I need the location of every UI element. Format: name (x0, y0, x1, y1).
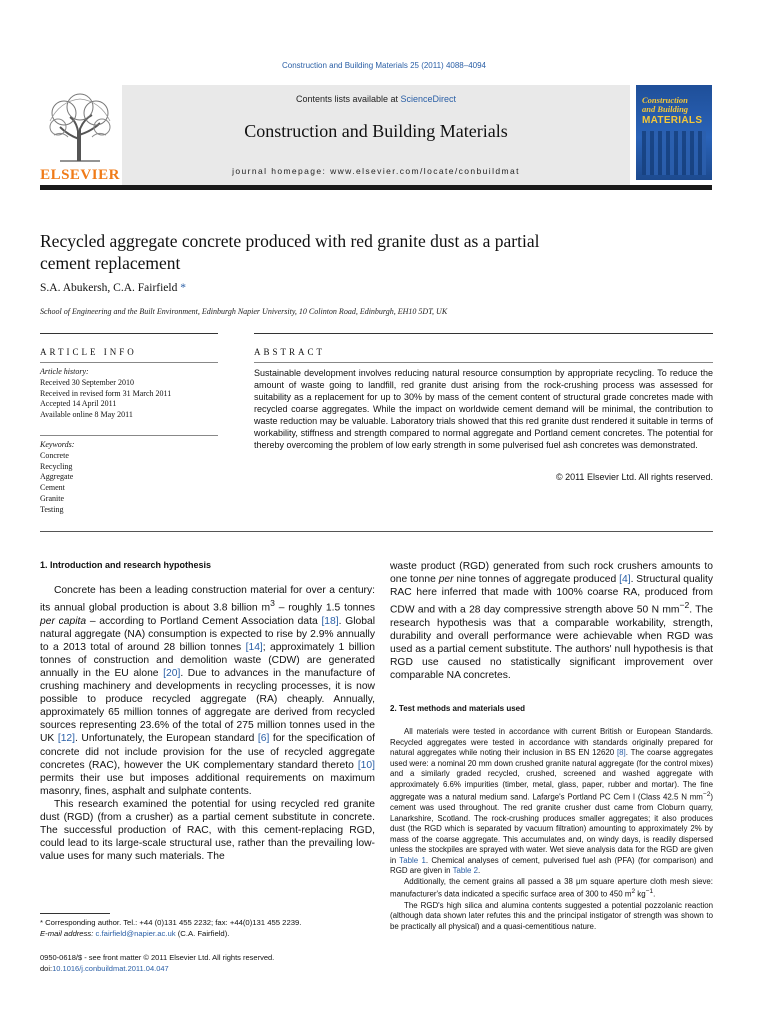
table-link[interactable]: Table 1 (399, 855, 426, 865)
history-item: Accepted 14 April 2011 (40, 399, 117, 409)
keyword: Testing (40, 504, 64, 514)
citation-link[interactable]: [18] (321, 615, 339, 627)
cover-graphic (642, 131, 706, 175)
paragraph: Additionally, the cement grains all passed a 38 μm square aperture cloth mesh sieve: manufacturer's data indicated a specific surface area of 300 to 450 $m^2$ $kg^{-1}$. (390, 876, 713, 900)
footnote (40, 918, 380, 939)
paragraph: Concrete has been a leading construction material for over a century: its annual global production is about 3.8 billion $m^3$ – roughly 1.5 tonnes per capita – according to Portland Cement Association data [18]. Global natural aggregate (NA) consumption is expected to rise by 2.9% annually to a 2013 total of around 28 billion tonnes [14]; approximately 1 billion tonnes of construction and demolition waste (CDW) are generated annually in the EU alone [20]. Due to advances in the manufacture of crushing machinery and developments in recycling processes, it is now possible to produce recycled aggregate (RA) cheaply. Annually, approximately 65 million tonnes of aggregate are derived from recycled sources representing 23.6% of the total of 275 million tonnes used in the UK [12]. Unfortunately, the European standard [6] for the specification of concrete did not include provision for the use of recycled aggregate concretes (RAC), however the UK complementary standard thereto [10] permits their use but imposes additional requirements on maximum masonry, fines, asphalt and sulphate contents. (40, 585, 376, 797)
table-link[interactable]: Table 2 (452, 866, 479, 876)
keyword: Cement (40, 483, 65, 493)
author-names: S.A. Abukersh, C.A. Fairfield (40, 282, 181, 294)
email-link[interactable]: c.fairfield@napier.ac.uk (95, 928, 176, 938)
sciencedirect-link[interactable]: ScienceDirect (400, 94, 457, 104)
abstract-label: ABSTRACT (254, 347, 326, 357)
elsevier-tree-icon (40, 91, 120, 165)
history-item: Received 30 September 2010 (40, 377, 134, 387)
article-title-line: Recycled aggregate concrete produced with red granite dust as a partial (40, 231, 540, 251)
citation-link[interactable]: [12] (57, 733, 76, 745)
journal-header (40, 85, 712, 190)
elsevier-logo (40, 91, 120, 183)
divider (40, 435, 218, 436)
paragraph: This research examined the potential for using recycled red granite dust (RGD) (from a crusher) as a partial cement substitute in concrete. The successful production of RAC, with this cement-replacing RGD, could lead to its large-scale structural use, rather than the prevailing low-value uses for many such materials. The (40, 798, 375, 863)
paragraph: waste product (RGD) generated from such rock crushers amounts to one tonne per nine tonnes of aggregate produced [4]. Structural quality RAC here inferred that made with 100% coarse RA, produced from CDW and with a 28 day compressive strength above 50 N $mm^{-2}$. The research hypothesis was that a comparable workability, strength, durability and overall performance were achievable when RGD was used as a partial cement substitute. The authors' null hypothesis is that RGD use caused no statistically significant improvement over comparable NA concretes. (390, 561, 714, 682)
abstract-copyright: © 2011 Elsevier Ltd. All rights reserved. (555, 472, 713, 482)
cover-title-line: and Building (642, 104, 689, 114)
citation-link[interactable]: [20] (163, 667, 181, 679)
elsevier-wordmark: ELSEVIER (40, 167, 120, 183)
affiliation: School of Engineering and the Built Environment, Edinburgh Napier University, 10 Colinton Road, Edinburgh, EH10 5DT, UK (40, 307, 448, 316)
history-item: Available online 8 May 2011 (40, 410, 133, 420)
citation-link[interactable]: [4] (619, 574, 631, 586)
paragraph: The RGD's high silica and alumina contents suggested a potential pozzolanic reaction (although data shown later refutes this and the principal instigator of strength was shown to be practically all physical) and a quasi-cementitious nature. (390, 900, 713, 931)
keyword: Aggregate (40, 472, 74, 482)
keyword: Concrete (40, 450, 69, 460)
divider (40, 333, 218, 334)
article-title-line: cement replacement (40, 253, 181, 273)
email-line: E-mail address: c.fairfield@napier.ac.uk (C.A. Fairfield). (40, 928, 230, 938)
body-column-left (40, 560, 375, 863)
section-heading: 2. Test methods and materials used (390, 704, 526, 714)
divider (40, 531, 713, 532)
cover-title (642, 96, 708, 114)
divider (40, 362, 218, 363)
corresponding-author-note: * Corresponding author. Tel.: +44 (0)131 455 2232; fax: +44(0)131 455 2239. (40, 918, 302, 927)
authors (40, 282, 186, 294)
contents-line (122, 94, 630, 104)
journal-homepage[interactable]: journal homepage: www.elsevier.com/locate/conbuildmat (232, 166, 520, 176)
article-info-label: ARTICLE INFO (40, 347, 137, 357)
abstract-text: Sustainable development involves reducing natural resource consumption by appropriate recycling. To reduce the amount of waste going to landfill, red granite dust arising from the rock-crushing process was assessed for suitability as a replacement for up to 30% by mass of the cement content of structural grade concretes made with recycled coarse aggregates. While the impact on worldwide cement demand will be minimal, the contribution to waste reduction may be valuable. Laboratory trials showed that this red granite dust rendered it suitable in terms of workability, stiffness and strength compared to normal aggregate and Portland cement concretes. The potential for thereby overcoming the problem of low early strength in some pulverised fuel ash concretes was demonstrated. (254, 368, 713, 450)
header-center-panel (122, 85, 630, 185)
footnote-divider (40, 913, 110, 914)
issn-doi (40, 952, 274, 974)
article-title (40, 230, 680, 274)
journal-cover-thumbnail (636, 85, 712, 180)
cover-title-line: Construction (642, 95, 688, 105)
citation-link[interactable]: [10] (357, 759, 375, 771)
contents-prefix: Contents lists available at (295, 94, 401, 104)
divider (254, 333, 713, 334)
journal-title: Construction and Building Materials (244, 121, 508, 141)
keyword: Granite (40, 493, 64, 503)
keyword: Recycling (40, 461, 73, 471)
article-history (40, 367, 218, 421)
doi-link[interactable]: 10.1016/j.conbuildmat.2011.04.047 (52, 964, 169, 973)
section-heading: 1. Introduction and research hypothesis (40, 560, 212, 570)
citation-link[interactable]: [6] (257, 733, 270, 745)
history-label: Article history: (40, 367, 89, 376)
paragraph: All materials were tested in accordance with current British or European Standards. Recycled aggregates were tested in accordance with standards originally prepared for natural aggregates while noting their inclusion in BS EN 12620 [8]. The coarse aggregates used were: a nominal 20 mm down crushed granite natural aggregate (for the control mixes) and a similarly graded recycled, crushed, screened and washed aggregate with approximately 6.6% impurities (timber, metal, glass, paper, rubber and mortar). The fine aggregate was a natural medium sand. Lafarge's Portland PC Cem I (Class 42.5 N $mm^{-2}$) cement was used throughout. The red granite crusher dust came from Cloburn quarry, Lanarkshire, Scotland. The rock-crushing produces smaller aggregates; it also produces dust (the RGD which is separated by vacuum filtration) amounting to approximately 2% by mass of the coarse aggregate. This accumulates and, on windy days, is readily dispersed unless the stockpiles are sprayed with water. Wet sieve analysis data for the RGD are given in Table 1. Chemical analyses of cement, pulverised fuel ash (PFA) (for comparison) and RGD are given in Table 2. (390, 727, 713, 876)
history-item: Received in revised form 31 March 2011 (40, 388, 172, 398)
doi-line: doi:10.1016/j.conbuildmat.2011.04.047 (40, 964, 169, 973)
citation-link[interactable]: [14] (245, 641, 263, 653)
citation-link[interactable]: [8] (616, 748, 626, 758)
body-column-right (390, 560, 713, 932)
corresponding-author-mark[interactable]: * (180, 282, 186, 294)
keywords (40, 440, 218, 516)
divider (254, 362, 713, 363)
issn-line: 0950-0618/$ - see front matter © 2011 Elsevier Ltd. All rights reserved. (40, 953, 275, 962)
cover-materials-word: MATERIALS (642, 115, 703, 126)
keywords-label: Keywords: (40, 440, 75, 449)
journal-reference[interactable]: Construction and Building Materials 25 (2011) 4088–4094 (282, 61, 486, 70)
